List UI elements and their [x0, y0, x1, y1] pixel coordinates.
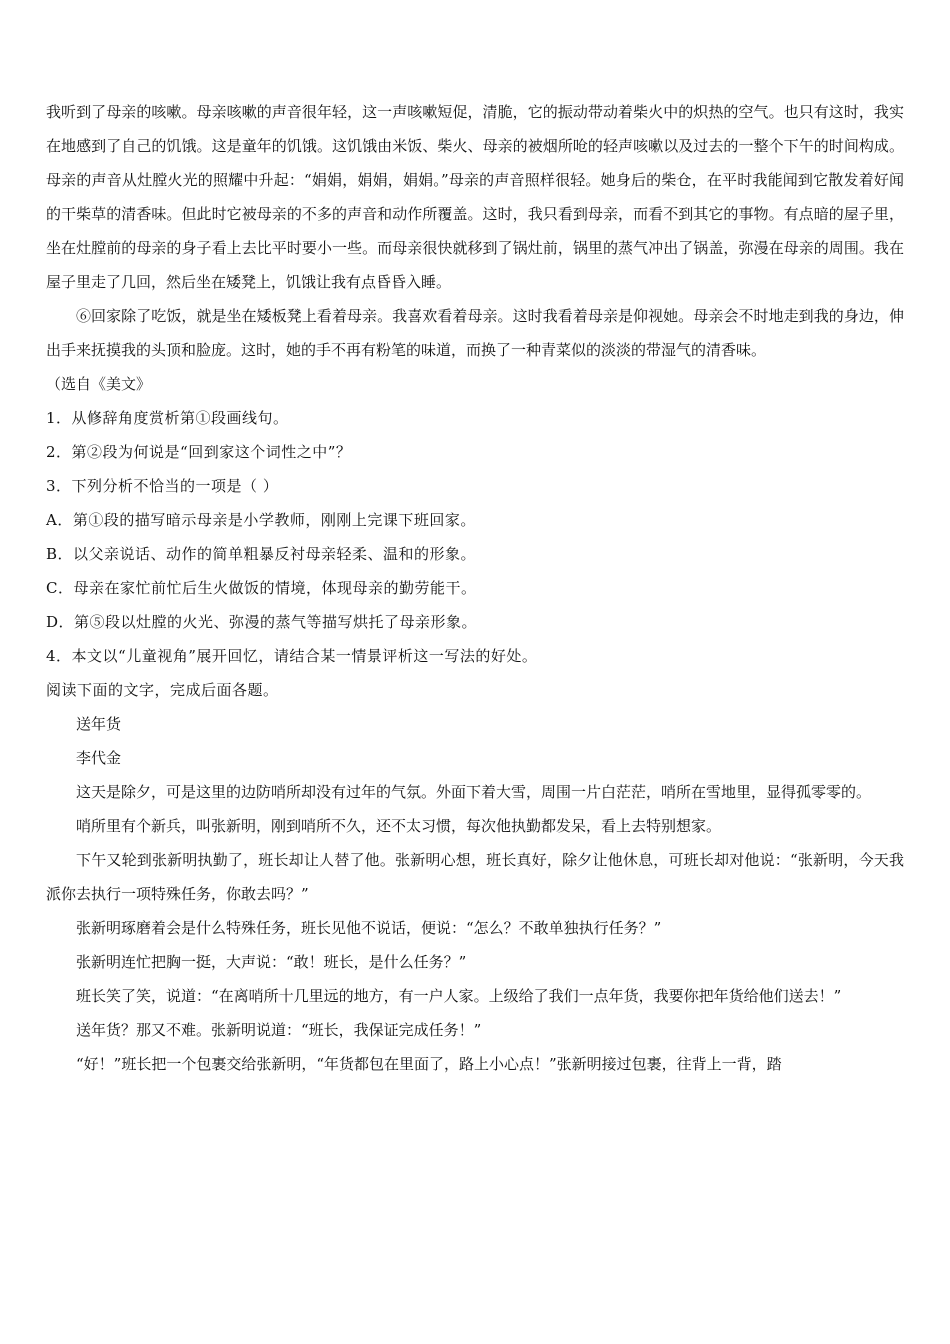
option-c: C．母亲在家忙前忙后生火做饭的情境，体现母亲的勤劳能干。 — [46, 579, 477, 597]
passage1-paragraph-5: 我听到了母亲的咳嗽。母亲咳嗽的声音很年轻，这一声咳嗽短促，清脆，它的振动带动着柴火中的炽热的空气。也只有这时，我实在地感到了自己的饥饿。这是童年的饥饿。这饥饿由米饭、柴火、母亲的被烟所呛的轻声咳嗽以及过去的一整个下午的时间构成。母亲的声音从灶膛火光的照耀中升起：“娟娟，娟娟，娟娟。”母亲的声音照样很轻。她身后的柴仓，在平时我能闻到它散发着好闻的干柴草的清香味。但此时它被母亲的不多的声音和动作所覆盖。这时，我只看到母亲，而看不到其它的事物。有点暗的屋子里，坐在灶膛前的母亲的身子看上去比平时要小一些。而母亲很快就移到了锅灶前，锅里的蒸气冲出了锅盖，弥漫在母亲的周围。我在屋子里走了几回，然后坐在矮凳上，饥饿让我有点昏昏入睡。 — [46, 103, 904, 291]
option-a: A．第①段的描写暗示母亲是小学教师，刚刚上完课下班回家。 — [46, 511, 476, 529]
passage2-paragraph: 下午又轮到张新明执勤了，班长却让人替了他。张新明心想，班长真好，除夕让他休息，可班长却对他说：“张新明，今天我派你去执行一项特殊任务，你敢去吗？” — [46, 851, 904, 903]
option-b: B．以父亲说话、动作的简单粗暴反衬母亲轻柔、温和的形象。 — [46, 545, 477, 563]
passage2-paragraph: 张新明琢磨着会是什么特殊任务，班长见他不说话，便说：“怎么？不敢单独执行任务？” — [76, 919, 662, 937]
passage2-paragraph: 送年货？那又不难。张新明说道：“班长，我保证完成任务！” — [76, 1021, 482, 1039]
passage2-author: 李代金 — [76, 749, 122, 767]
passage2-paragraph: “好！”班长把一个包裹交给张新明，“年货都包在里面了，路上小心点！”张新明接过包裹，往背上一背，踏 — [76, 1055, 782, 1073]
question-4: 4．本文以“儿童视角”展开回忆，请结合某一情景评析这一写法的好处。 — [46, 647, 538, 665]
question-2: 2．第②段为何说是“回到家这个词性之中”？ — [46, 443, 352, 461]
option-d: D．第⑤段以灶膛的火光、弥漫的蒸气等描写烘托了母亲形象。 — [46, 613, 478, 631]
reading-instruction: 阅读下面的文字，完成后面各题。 — [46, 681, 279, 699]
question-1: 1．从修辞角度赏析第①段画线句。 — [46, 409, 289, 427]
passage2-paragraph: 哨所里有个新兵，叫张新明，刚到哨所不久，还不太习惯，每次他执勤都发呆，看上去特别想家。 — [76, 817, 722, 835]
passage2-paragraph: 这天是除夕，可是这里的边防哨所却没有过年的气氛。外面下着大雪，周围一片白茫茫，哨所在雪地里，显得孤零零的。 — [76, 783, 872, 801]
passage2-paragraph: 班长笑了笑，说道：“在离哨所十几里远的地方，有一户人家。上级给了我们一点年货，我要你把年货给他们送去！” — [76, 987, 842, 1005]
passage2-title: 送年货 — [76, 715, 122, 733]
passage1-paragraph-6: ⑥回家除了吃饭，就是坐在矮板凳上看着母亲。我喜欢看着母亲。这时我看着母亲是仰视她。母亲会不时地走到我的身边，伸出手来抚摸我的头顶和脸庞。这时，她的手不再有粉笔的味道，而换了一种青菜似的淡淡的带湿气的清香味。 — [46, 307, 904, 359]
passage2-paragraph: 张新明连忙把胸一挺，大声说：“敢！班长，是什么任务？” — [76, 953, 467, 971]
document-page — [46, 95, 904, 1081]
question-3: 3．下列分析不恰当的一项是（ ） — [46, 477, 279, 495]
passage1-source: （选自《美文》 — [46, 375, 152, 393]
